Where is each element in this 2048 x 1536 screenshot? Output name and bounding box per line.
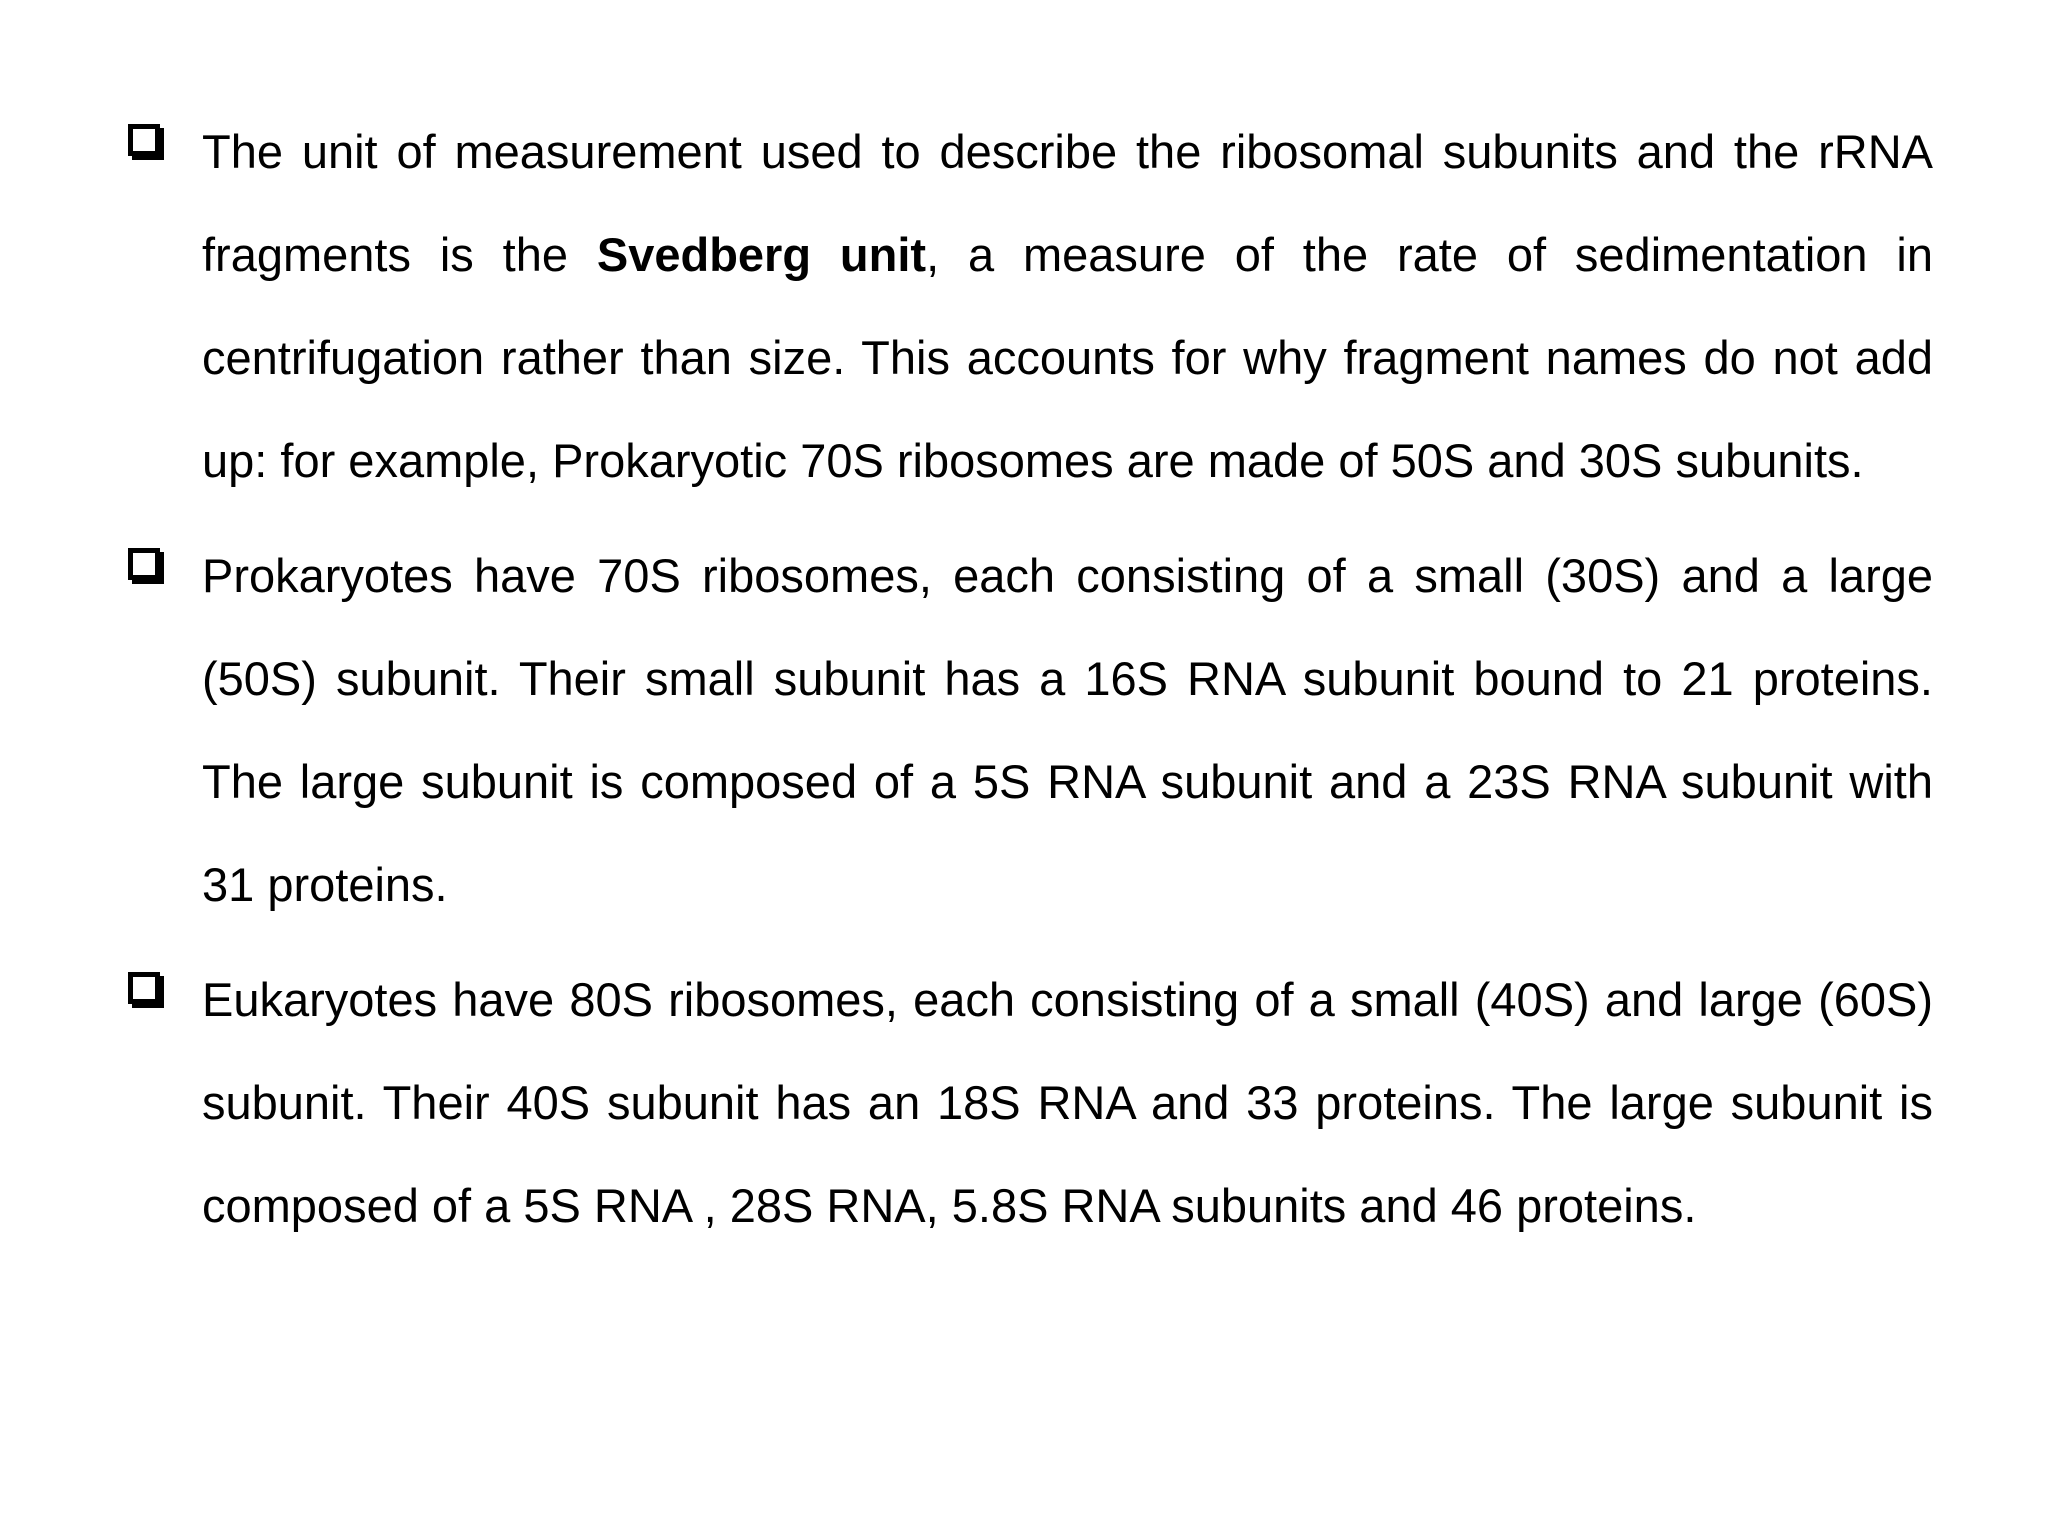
hollow-square-icon (128, 972, 160, 1004)
bullet-item-prokaryotes (128, 524, 1933, 936)
bullet-text: Prokaryotes have 70S ribosomes, each consisting of a small (30S) and a large (50S) subunit. Their small subunit has a 16S RNA subunit bound to 21 proteins. The large subunit is composed of a 5S RNA subunit and a 23S RNA subunit with 31 proteins. (202, 549, 1933, 911)
bullet-list (128, 100, 1933, 1257)
bullet-text: Eukaryotes have 80S ribosomes, each consisting of a small (40S) and large (60S) subunit. Their 40S subunit has an 18S RNA and 33 proteins. The large subunit is composed of a 5S RNA , 28S RNA, 5.8S RNA subunits and 46 proteins. (202, 973, 1933, 1232)
bullet-text-part: The unit of measurement used to describe the ribosomal subunits and the rRNA fragments is the (202, 125, 1933, 281)
bullet-item-eukaryotes (128, 948, 1933, 1257)
svedberg-unit-term: Svedberg unit (596, 228, 927, 281)
bullet-text (202, 100, 1933, 512)
hollow-square-icon (128, 548, 160, 580)
hollow-square-icon (128, 124, 160, 156)
bullet-item-svedberg (128, 100, 1933, 512)
bullet-text-part: , a measure of the rate of sedimentation in centrifugation rather than size. This accounts for why fragment names do not add up: for example, Prokaryotic 70S ribosomes are made of 50S and 30S subunits. (202, 228, 1933, 487)
